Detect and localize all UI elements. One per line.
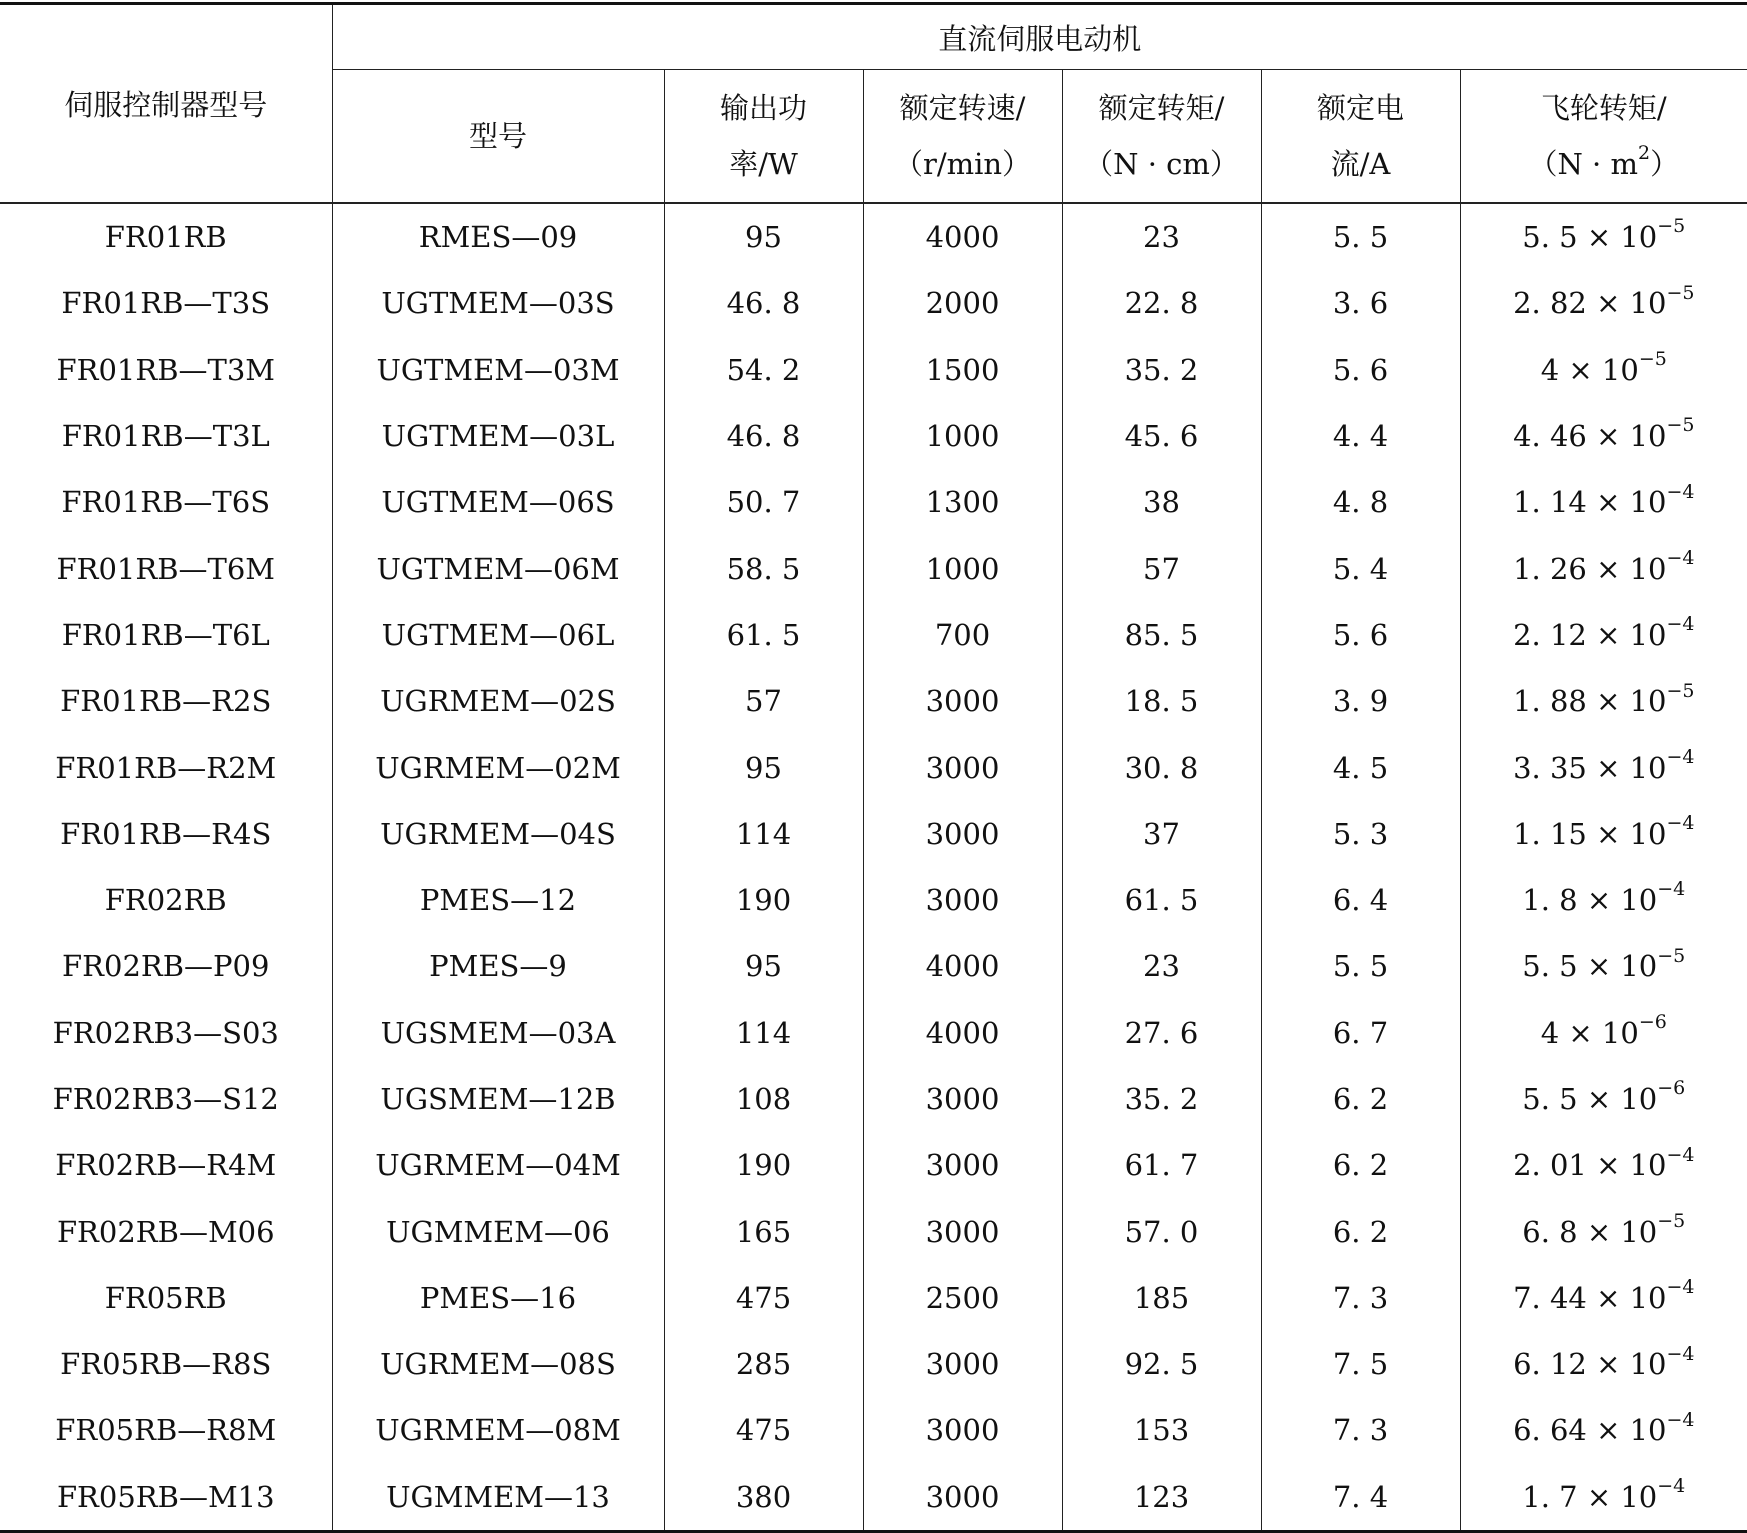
cell-flywheel-torque bbox=[1460, 801, 1747, 867]
header-current-line2: 流/A bbox=[1262, 136, 1460, 192]
cell-rated-current: 5. 4 bbox=[1261, 535, 1460, 601]
cell-rated-speed: 1000 bbox=[863, 403, 1062, 469]
cell-motor-model: UGTMEM—06S bbox=[332, 469, 664, 535]
cell-flywheel-torque bbox=[1460, 1464, 1747, 1532]
flywheel-torque-exponent: −4 bbox=[1667, 547, 1695, 569]
cell-motor-model: UGRMEM—08M bbox=[332, 1397, 664, 1463]
header-power-line2: 率/W bbox=[665, 136, 863, 192]
cell-rated-current: 3. 9 bbox=[1261, 668, 1460, 734]
cell-rated-speed: 3000 bbox=[863, 1397, 1062, 1463]
cell-motor-model: RMES—09 bbox=[332, 203, 664, 270]
cell-rated-current: 4. 8 bbox=[1261, 469, 1460, 535]
cell-controller-model: FR02RB—P09 bbox=[0, 933, 332, 999]
cell-rated-torque: 23 bbox=[1062, 933, 1261, 999]
flywheel-torque-exponent: −5 bbox=[1667, 282, 1695, 304]
cell-rated-current: 3. 6 bbox=[1261, 270, 1460, 336]
cell-output-power: 57 bbox=[664, 668, 863, 734]
cell-rated-speed: 3000 bbox=[863, 1464, 1062, 1532]
flywheel-torque-exponent: −4 bbox=[1657, 878, 1685, 900]
cell-output-power: 61. 5 bbox=[664, 602, 863, 668]
flywheel-torque-base: 2. 12 × 10 bbox=[1513, 618, 1666, 652]
flywheel-torque-exponent: −5 bbox=[1657, 1210, 1685, 1232]
cell-rated-torque: 18. 5 bbox=[1062, 668, 1261, 734]
header-speed-line2: （r/min） bbox=[864, 136, 1062, 192]
flywheel-torque-base: 1. 88 × 10 bbox=[1513, 684, 1666, 718]
flywheel-torque-base: 1. 7 × 10 bbox=[1522, 1480, 1657, 1514]
table-row bbox=[0, 1397, 1747, 1463]
cell-rated-current: 6. 2 bbox=[1261, 1198, 1460, 1264]
table-row bbox=[0, 668, 1747, 734]
cell-output-power: 285 bbox=[664, 1331, 863, 1397]
cell-controller-model: FR01RB—T6M bbox=[0, 535, 332, 601]
cell-rated-speed: 2000 bbox=[863, 270, 1062, 336]
cell-output-power: 95 bbox=[664, 734, 863, 800]
header-power bbox=[664, 70, 863, 204]
cell-motor-model: UGSMEM—12B bbox=[332, 1066, 664, 1132]
cell-rated-speed: 4000 bbox=[863, 1000, 1062, 1066]
cell-output-power: 475 bbox=[664, 1265, 863, 1331]
header-controller-model: 伺服控制器型号 bbox=[0, 4, 332, 204]
cell-controller-model: FR05RB—R8S bbox=[0, 1331, 332, 1397]
cell-rated-current: 7. 3 bbox=[1261, 1397, 1460, 1463]
flywheel-torque-exponent: −4 bbox=[1667, 481, 1695, 503]
cell-controller-model: FR01RB—T6S bbox=[0, 469, 332, 535]
cell-rated-speed: 3000 bbox=[863, 1132, 1062, 1198]
header-motor-group: 直流伺服电动机 bbox=[332, 4, 1747, 70]
flywheel-torque-exponent: −4 bbox=[1667, 812, 1695, 834]
cell-flywheel-torque bbox=[1460, 734, 1747, 800]
cell-motor-model: UGMMEM—06 bbox=[332, 1198, 664, 1264]
flywheel-torque-base: 1. 14 × 10 bbox=[1513, 485, 1666, 519]
header-model bbox=[332, 70, 664, 204]
cell-rated-torque: 22. 8 bbox=[1062, 270, 1261, 336]
cell-controller-model: FR01RB—R2M bbox=[0, 734, 332, 800]
flywheel-torque-exponent: −4 bbox=[1667, 1343, 1695, 1365]
flywheel-torque-base: 6. 8 × 10 bbox=[1522, 1215, 1657, 1249]
header-current-line1: 额定电 bbox=[1262, 80, 1460, 136]
header-speed bbox=[863, 70, 1062, 204]
cell-rated-torque: 38 bbox=[1062, 469, 1261, 535]
cell-motor-model: UGTMEM—03L bbox=[332, 403, 664, 469]
cell-flywheel-torque bbox=[1460, 270, 1747, 336]
cell-flywheel-torque bbox=[1460, 602, 1747, 668]
cell-rated-torque: 23 bbox=[1062, 203, 1261, 270]
flywheel-torque-base: 7. 44 × 10 bbox=[1513, 1281, 1666, 1315]
flywheel-torque-base: 5. 5 × 10 bbox=[1522, 1082, 1657, 1116]
cell-rated-current: 6. 4 bbox=[1261, 867, 1460, 933]
flywheel-torque-exponent: −4 bbox=[1667, 1144, 1695, 1166]
flywheel-torque-base: 3. 35 × 10 bbox=[1513, 751, 1666, 785]
cell-flywheel-torque bbox=[1460, 337, 1747, 403]
cell-flywheel-torque bbox=[1460, 203, 1747, 270]
cell-output-power: 50. 7 bbox=[664, 469, 863, 535]
cell-motor-model: UGRMEM—02S bbox=[332, 668, 664, 734]
cell-controller-model: FR02RB bbox=[0, 867, 332, 933]
table-header bbox=[0, 4, 1747, 204]
cell-output-power: 190 bbox=[664, 1132, 863, 1198]
flywheel-torque-exponent: −4 bbox=[1667, 1409, 1695, 1431]
table-row bbox=[0, 1464, 1747, 1532]
cell-motor-model: UGTMEM—06L bbox=[332, 602, 664, 668]
cell-motor-model: UGMMEM—13 bbox=[332, 1464, 664, 1532]
cell-motor-model: UGSMEM—03A bbox=[332, 1000, 664, 1066]
cell-output-power: 58. 5 bbox=[664, 535, 863, 601]
table-row bbox=[0, 270, 1747, 336]
flywheel-torque-base: 2. 01 × 10 bbox=[1513, 1148, 1666, 1182]
cell-output-power: 114 bbox=[664, 1000, 863, 1066]
table-row bbox=[0, 1265, 1747, 1331]
flywheel-torque-exponent: −4 bbox=[1667, 613, 1695, 635]
table-row bbox=[0, 933, 1747, 999]
header-model-label: 型号 bbox=[469, 119, 527, 153]
cell-rated-current: 4. 4 bbox=[1261, 403, 1460, 469]
header-flywheel-unit-sup: 2 bbox=[1638, 142, 1650, 164]
cell-controller-model: FR01RB—R4S bbox=[0, 801, 332, 867]
cell-output-power: 190 bbox=[664, 867, 863, 933]
flywheel-torque-exponent: −6 bbox=[1657, 1077, 1685, 1099]
header-torque-line2: （N · cm） bbox=[1063, 136, 1261, 192]
cell-rated-torque: 153 bbox=[1062, 1397, 1261, 1463]
cell-motor-model: UGTMEM—03M bbox=[332, 337, 664, 403]
cell-rated-speed: 3000 bbox=[863, 1331, 1062, 1397]
cell-controller-model: FR01RB—T6L bbox=[0, 602, 332, 668]
header-flywheel-line1: 飞轮转矩/ bbox=[1461, 80, 1747, 136]
cell-flywheel-torque bbox=[1460, 535, 1747, 601]
flywheel-torque-exponent: −5 bbox=[1667, 680, 1695, 702]
cell-output-power: 114 bbox=[664, 801, 863, 867]
cell-controller-model: FR02RB—M06 bbox=[0, 1198, 332, 1264]
cell-rated-current: 7. 5 bbox=[1261, 1331, 1460, 1397]
cell-rated-speed: 3000 bbox=[863, 867, 1062, 933]
flywheel-torque-exponent: −5 bbox=[1667, 414, 1695, 436]
cell-output-power: 95 bbox=[664, 203, 863, 270]
cell-output-power: 54. 2 bbox=[664, 337, 863, 403]
cell-motor-model: UGTMEM—06M bbox=[332, 535, 664, 601]
header-power-line1: 输出功 bbox=[665, 80, 863, 136]
cell-rated-torque: 92. 5 bbox=[1062, 1331, 1261, 1397]
cell-rated-speed: 4000 bbox=[863, 203, 1062, 270]
table-row bbox=[0, 1066, 1747, 1132]
cell-flywheel-torque bbox=[1460, 1066, 1747, 1132]
cell-flywheel-torque bbox=[1460, 1397, 1747, 1463]
flywheel-torque-exponent: −4 bbox=[1657, 1475, 1685, 1497]
table-row bbox=[0, 867, 1747, 933]
header-torque-line1: 额定转矩/ bbox=[1063, 80, 1261, 136]
cell-flywheel-torque bbox=[1460, 1265, 1747, 1331]
cell-controller-model: FR01RB—T3S bbox=[0, 270, 332, 336]
cell-rated-speed: 4000 bbox=[863, 933, 1062, 999]
cell-flywheel-torque bbox=[1460, 668, 1747, 734]
header-flywheel-torque bbox=[1460, 70, 1747, 204]
cell-rated-speed: 2500 bbox=[863, 1265, 1062, 1331]
cell-motor-model: UGRMEM—04M bbox=[332, 1132, 664, 1198]
cell-rated-current: 5. 5 bbox=[1261, 933, 1460, 999]
cell-controller-model: FR05RB—R8M bbox=[0, 1397, 332, 1463]
header-flywheel-line2 bbox=[1461, 136, 1747, 192]
flywheel-torque-base: 1. 15 × 10 bbox=[1513, 817, 1666, 851]
flywheel-torque-exponent: −5 bbox=[1657, 945, 1685, 967]
cell-rated-torque: 61. 7 bbox=[1062, 1132, 1261, 1198]
cell-rated-current: 7. 4 bbox=[1261, 1464, 1460, 1532]
table-row bbox=[0, 469, 1747, 535]
cell-rated-speed: 1500 bbox=[863, 337, 1062, 403]
cell-output-power: 95 bbox=[664, 933, 863, 999]
flywheel-torque-base: 4 × 10 bbox=[1541, 1016, 1639, 1050]
cell-rated-torque: 27. 6 bbox=[1062, 1000, 1261, 1066]
header-torque bbox=[1062, 70, 1261, 204]
cell-rated-torque: 37 bbox=[1062, 801, 1261, 867]
cell-rated-speed: 1300 bbox=[863, 469, 1062, 535]
table-row bbox=[0, 1331, 1747, 1397]
flywheel-torque-exponent: −6 bbox=[1639, 1011, 1667, 1033]
flywheel-torque-exponent: −5 bbox=[1639, 348, 1667, 370]
cell-output-power: 165 bbox=[664, 1198, 863, 1264]
cell-motor-model: UGTMEM—03S bbox=[332, 270, 664, 336]
cell-rated-torque: 85. 5 bbox=[1062, 602, 1261, 668]
cell-rated-torque: 185 bbox=[1062, 1265, 1261, 1331]
flywheel-torque-base: 1. 26 × 10 bbox=[1513, 552, 1666, 586]
table-row bbox=[0, 602, 1747, 668]
cell-rated-current: 6. 2 bbox=[1261, 1066, 1460, 1132]
flywheel-torque-exponent: −4 bbox=[1667, 1276, 1695, 1298]
cell-output-power: 108 bbox=[664, 1066, 863, 1132]
cell-controller-model: FR02RB3—S12 bbox=[0, 1066, 332, 1132]
cell-flywheel-torque bbox=[1460, 867, 1747, 933]
flywheel-torque-base: 5. 5 × 10 bbox=[1522, 949, 1657, 983]
cell-rated-speed: 3000 bbox=[863, 1198, 1062, 1264]
cell-controller-model: FR01RB—R2S bbox=[0, 668, 332, 734]
cell-rated-current: 5. 3 bbox=[1261, 801, 1460, 867]
cell-controller-model: FR05RB—M13 bbox=[0, 1464, 332, 1532]
cell-rated-speed: 3000 bbox=[863, 668, 1062, 734]
cell-rated-torque: 35. 2 bbox=[1062, 1066, 1261, 1132]
header-flywheel-unit-base: （N · m bbox=[1528, 147, 1638, 181]
cell-rated-torque: 123 bbox=[1062, 1464, 1261, 1532]
table-row bbox=[0, 535, 1747, 601]
cell-controller-model: FR01RB—T3L bbox=[0, 403, 332, 469]
cell-motor-model: UGRMEM—02M bbox=[332, 734, 664, 800]
cell-rated-current: 5. 5 bbox=[1261, 203, 1460, 270]
cell-controller-model: FR01RB bbox=[0, 203, 332, 270]
cell-rated-current: 6. 7 bbox=[1261, 1000, 1460, 1066]
cell-rated-current: 4. 5 bbox=[1261, 734, 1460, 800]
flywheel-torque-base: 6. 12 × 10 bbox=[1513, 1347, 1666, 1381]
cell-flywheel-torque bbox=[1460, 1000, 1747, 1066]
cell-output-power: 475 bbox=[664, 1397, 863, 1463]
flywheel-torque-exponent: −5 bbox=[1657, 215, 1685, 237]
cell-flywheel-torque bbox=[1460, 1331, 1747, 1397]
table-row bbox=[0, 337, 1747, 403]
flywheel-torque-base: 4 × 10 bbox=[1541, 353, 1639, 387]
table-row bbox=[0, 734, 1747, 800]
cell-rated-speed: 3000 bbox=[863, 734, 1062, 800]
cell-controller-model: FR02RB—R4M bbox=[0, 1132, 332, 1198]
cell-rated-current: 6. 2 bbox=[1261, 1132, 1460, 1198]
cell-motor-model: UGRMEM—08S bbox=[332, 1331, 664, 1397]
cell-rated-torque: 35. 2 bbox=[1062, 337, 1261, 403]
cell-output-power: 46. 8 bbox=[664, 270, 863, 336]
flywheel-torque-base: 1. 8 × 10 bbox=[1522, 883, 1657, 917]
table-row bbox=[0, 1000, 1747, 1066]
cell-output-power: 380 bbox=[664, 1464, 863, 1532]
header-current bbox=[1261, 70, 1460, 204]
cell-rated-torque: 61. 5 bbox=[1062, 867, 1261, 933]
cell-output-power: 46. 8 bbox=[664, 403, 863, 469]
cell-motor-model: PMES—16 bbox=[332, 1265, 664, 1331]
cell-flywheel-torque bbox=[1460, 403, 1747, 469]
cell-rated-torque: 30. 8 bbox=[1062, 734, 1261, 800]
servo-spec-table bbox=[0, 2, 1747, 1533]
cell-flywheel-torque bbox=[1460, 1198, 1747, 1264]
cell-flywheel-torque bbox=[1460, 933, 1747, 999]
flywheel-torque-base: 2. 82 × 10 bbox=[1513, 286, 1666, 320]
header-speed-line1: 额定转速/ bbox=[864, 80, 1062, 136]
cell-rated-torque: 57. 0 bbox=[1062, 1198, 1261, 1264]
cell-rated-torque: 45. 6 bbox=[1062, 403, 1261, 469]
table-row bbox=[0, 801, 1747, 867]
cell-rated-speed: 700 bbox=[863, 602, 1062, 668]
cell-motor-model: UGRMEM—04S bbox=[332, 801, 664, 867]
cell-controller-model: FR01RB—T3M bbox=[0, 337, 332, 403]
flywheel-torque-base: 5. 5 × 10 bbox=[1522, 220, 1657, 254]
cell-rated-current: 5. 6 bbox=[1261, 602, 1460, 668]
flywheel-torque-base: 6. 64 × 10 bbox=[1513, 1413, 1666, 1447]
cell-rated-speed: 3000 bbox=[863, 1066, 1062, 1132]
table-row bbox=[0, 1132, 1747, 1198]
table-row bbox=[0, 403, 1747, 469]
cell-controller-model: FR02RB3—S03 bbox=[0, 1000, 332, 1066]
header-flywheel-unit-end: ） bbox=[1650, 147, 1679, 181]
cell-flywheel-torque bbox=[1460, 1132, 1747, 1198]
cell-rated-speed: 1000 bbox=[863, 535, 1062, 601]
cell-rated-speed: 3000 bbox=[863, 801, 1062, 867]
cell-rated-torque: 57 bbox=[1062, 535, 1261, 601]
cell-rated-current: 7. 3 bbox=[1261, 1265, 1460, 1331]
table-row bbox=[0, 203, 1747, 270]
table-row bbox=[0, 1198, 1747, 1264]
cell-controller-model: FR05RB bbox=[0, 1265, 332, 1331]
cell-motor-model: PMES—9 bbox=[332, 933, 664, 999]
cell-motor-model: PMES—12 bbox=[332, 867, 664, 933]
cell-rated-current: 5. 6 bbox=[1261, 337, 1460, 403]
cell-flywheel-torque bbox=[1460, 469, 1747, 535]
flywheel-torque-exponent: −4 bbox=[1667, 746, 1695, 768]
table-body bbox=[0, 203, 1747, 1531]
flywheel-torque-base: 4. 46 × 10 bbox=[1513, 419, 1666, 453]
